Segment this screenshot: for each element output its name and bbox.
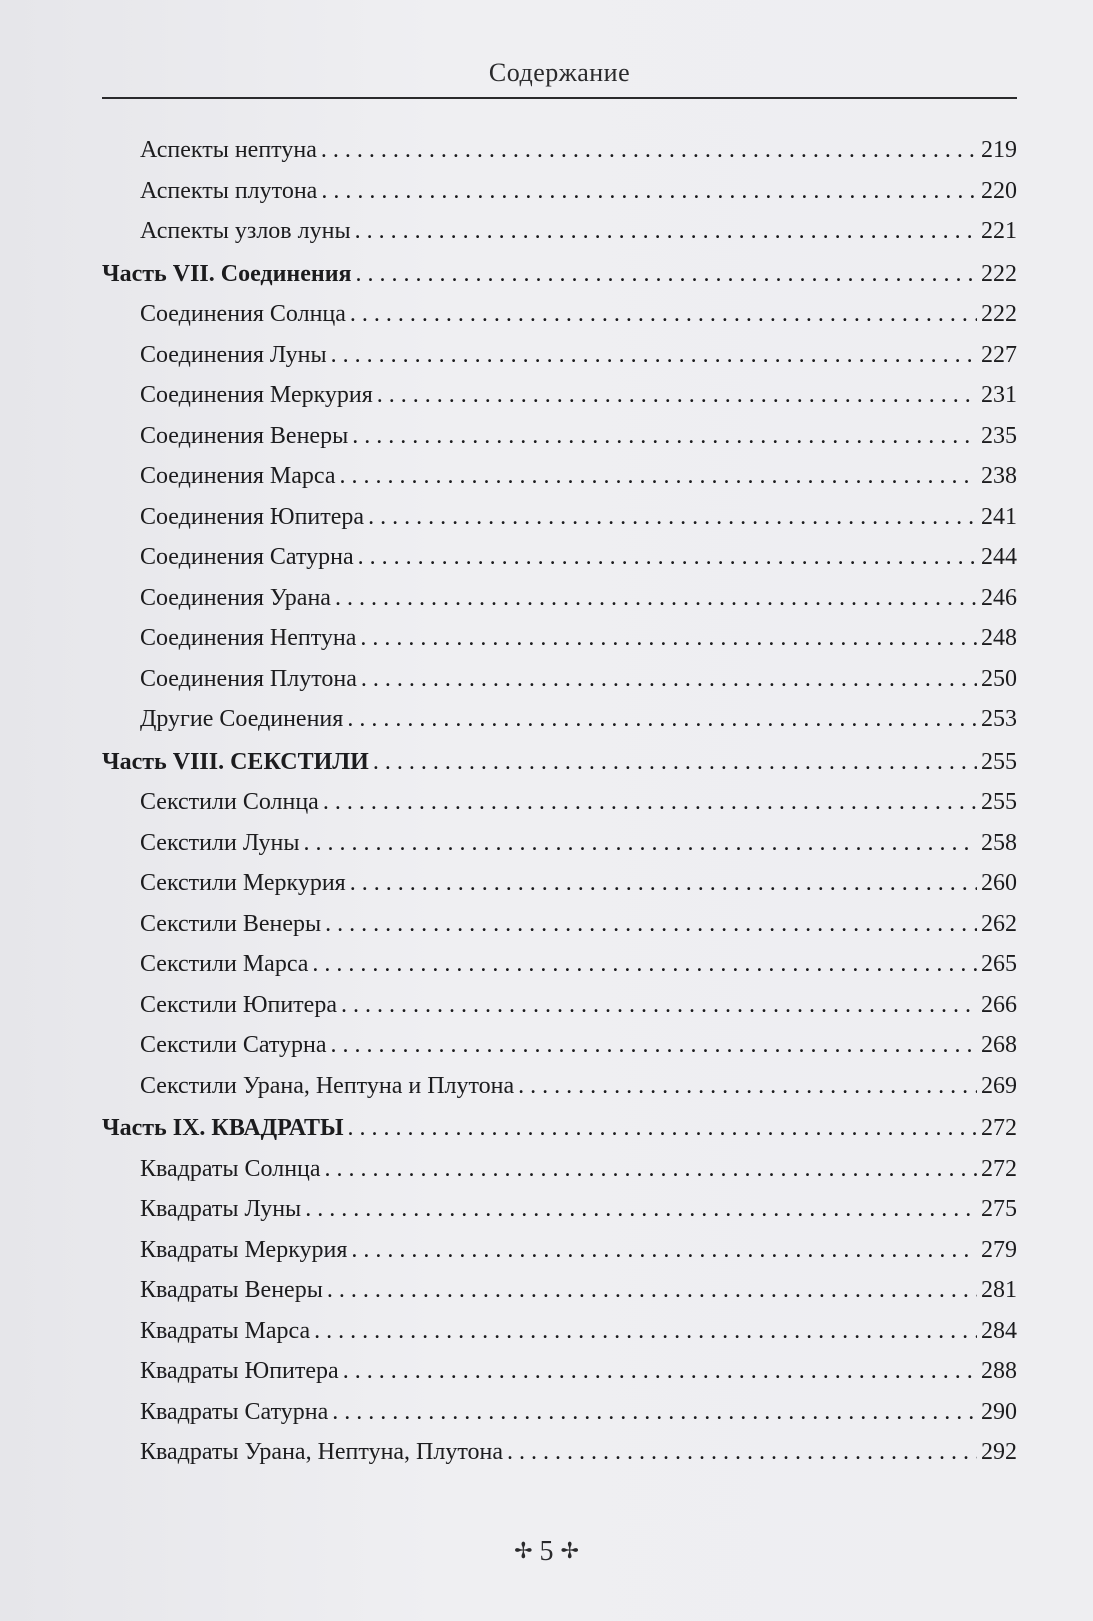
toc-entry <box>102 1149 1017 1190</box>
toc-entry <box>102 171 1017 212</box>
toc-entry <box>102 659 1017 700</box>
toc-entry-page: 260 <box>981 870 1017 896</box>
toc-entry-page: 262 <box>981 910 1017 937</box>
toc-entry-page: 250 <box>981 665 1017 692</box>
toc-entry <box>102 578 1017 619</box>
toc-entry-title: Аспекты нептуна <box>140 137 317 163</box>
page-footer <box>0 1536 1093 1568</box>
dot-leader <box>361 659 977 700</box>
dot-leader <box>350 863 977 904</box>
toc-entry-title: Квадраты Марса <box>140 1317 311 1344</box>
toc-entry-title: Соединения Сатурна <box>140 544 354 570</box>
dot-leader <box>312 944 977 985</box>
toc-entry <box>102 699 1017 740</box>
toc-entry-page: 220 <box>981 177 1017 204</box>
toc-entry <box>102 1311 1017 1352</box>
dot-leader <box>358 537 977 578</box>
ornament-right-icon: ✢ <box>560 1538 579 1563</box>
toc-entry-title: Секстили Луны <box>140 829 300 856</box>
toc-entry-page: 288 <box>981 1358 1017 1384</box>
toc-entry <box>102 294 1017 335</box>
toc-entry <box>102 375 1017 416</box>
toc-entry <box>102 211 1017 252</box>
toc-entry-page: 222 <box>981 301 1017 327</box>
toc-entry-page: 222 <box>981 260 1017 287</box>
toc-entry-page: 244 <box>981 544 1017 570</box>
toc-entry-page: 265 <box>981 951 1017 977</box>
toc-entry-title: Секстили Солнца <box>140 789 319 815</box>
toc-entry-title: Квадраты Луны <box>140 1196 302 1222</box>
dot-leader <box>518 1066 977 1107</box>
toc-entry-title: Квадраты Венеры <box>140 1277 323 1303</box>
toc-entry-title: Аспекты узлов луны <box>140 218 351 244</box>
page-header-title: Содержание <box>488 58 631 87</box>
toc-entry-page: 258 <box>981 829 1017 856</box>
toc-entry <box>102 130 1017 171</box>
toc-entry-page: 219 <box>981 137 1017 163</box>
toc-entry-page: 266 <box>981 991 1017 1018</box>
toc-entry-page: 227 <box>981 341 1017 368</box>
dot-leader <box>368 497 977 538</box>
toc-entry-page: 269 <box>981 1072 1017 1099</box>
dot-leader <box>321 130 977 171</box>
dot-leader <box>327 1270 977 1311</box>
toc-entry-page: 272 <box>981 1155 1017 1182</box>
toc-entry-title: Часть VII. Соединения <box>102 260 352 287</box>
toc-entry-page: 221 <box>981 218 1017 244</box>
dot-leader <box>347 699 977 740</box>
toc-entry-page: 290 <box>981 1398 1017 1425</box>
dot-leader <box>377 375 977 416</box>
toc-entry-page: 248 <box>981 625 1017 651</box>
toc-entry-page: 246 <box>981 584 1017 611</box>
dot-leader <box>507 1432 977 1473</box>
toc-entry-page: 272 <box>981 1115 1017 1141</box>
dot-leader <box>331 335 977 376</box>
toc-entry-page: 279 <box>981 1236 1017 1263</box>
toc-entry <box>102 1025 1017 1066</box>
toc-entry-page: 284 <box>981 1317 1017 1344</box>
dot-leader <box>355 211 977 252</box>
toc-entry <box>102 1066 1017 1107</box>
toc-part-heading <box>102 1108 1017 1149</box>
toc-entry-title: Секстили Меркурия <box>140 870 346 896</box>
toc-entry-title: Соединения Венеры <box>140 422 349 449</box>
toc-entry-title: Часть IX. КВАДРАТЫ <box>102 1115 344 1141</box>
toc-entry-title: Секстили Сатурна <box>140 1032 327 1058</box>
toc-entry-title: Соединения Плутона <box>140 665 357 692</box>
dot-leader <box>335 578 977 619</box>
toc-entry-page: 255 <box>981 789 1017 815</box>
toc-entry-title: Секстили Урана, Нептуна и Плутона <box>140 1072 515 1099</box>
toc-entry-page: 292 <box>981 1439 1017 1465</box>
toc-entry <box>102 1351 1017 1392</box>
dot-leader <box>331 1025 977 1066</box>
toc-entry <box>102 416 1017 457</box>
dot-leader <box>340 456 977 497</box>
dot-leader <box>350 294 977 335</box>
dot-leader <box>348 1108 977 1149</box>
dot-leader <box>323 782 977 823</box>
toc-entry <box>102 782 1017 823</box>
toc-entry-title: Аспекты плутона <box>140 177 318 204</box>
toc-entry-title: Соединения Луны <box>140 341 327 368</box>
dot-leader <box>332 1392 977 1433</box>
toc-entry-title: Соединения Меркурия <box>140 382 373 408</box>
toc-entry <box>102 985 1017 1026</box>
toc-entry <box>102 456 1017 497</box>
toc-part-heading <box>102 254 1017 295</box>
toc-entry <box>102 1392 1017 1433</box>
toc-entry-page: 235 <box>981 422 1017 449</box>
toc-entry <box>102 497 1017 538</box>
toc-entry-page: 241 <box>981 503 1017 530</box>
toc-entry-title: Соединения Урана <box>140 584 331 611</box>
toc-entry <box>102 335 1017 376</box>
dot-leader <box>325 904 977 945</box>
toc-entry <box>102 904 1017 945</box>
dot-leader <box>321 171 977 212</box>
toc-entry-title: Соединения Юпитера <box>140 503 365 530</box>
toc-entry-page: 238 <box>981 463 1017 489</box>
toc-entry-page: 231 <box>981 382 1017 408</box>
dot-leader <box>314 1311 977 1352</box>
dot-leader <box>351 1230 977 1271</box>
dot-leader <box>343 1351 977 1392</box>
toc-entry <box>102 1230 1017 1271</box>
toc-entry <box>102 618 1017 659</box>
toc-entry-title: Соединения Солнца <box>140 301 346 327</box>
dot-leader <box>356 254 977 295</box>
dot-leader <box>303 823 977 864</box>
toc-entry-title: Соединения Марса <box>140 463 336 489</box>
toc-entry-page: 281 <box>981 1277 1017 1303</box>
toc-part-heading <box>102 742 1017 783</box>
dot-leader <box>352 416 977 457</box>
toc-entry-title: Соединения Нептуна <box>140 625 357 651</box>
toc-entry-title: Секстили Юпитера <box>140 991 337 1018</box>
dot-leader <box>325 1149 977 1190</box>
dot-leader <box>373 742 977 783</box>
toc-entry-title: Секстили Марса <box>140 951 309 977</box>
toc-entry-title: Часть VIII. СЕКСТИЛИ <box>102 748 369 775</box>
toc-entry-title: Квадраты Сатурна <box>140 1398 329 1425</box>
toc-entry-page: 253 <box>981 706 1017 732</box>
toc-entry-title: Квадраты Урана, Нептуна, Плутона <box>140 1439 504 1465</box>
toc-entry-page: 268 <box>981 1032 1017 1058</box>
ornament-left-icon: ✢ <box>514 1538 533 1563</box>
toc-entry <box>102 1270 1017 1311</box>
toc-entry-page: 255 <box>981 748 1017 775</box>
toc-entry <box>102 1432 1017 1473</box>
toc-entry-title: Квадраты Юпитера <box>140 1358 339 1384</box>
header-rule <box>102 97 1017 99</box>
dot-leader <box>341 985 977 1026</box>
toc-entry-title: Секстили Венеры <box>140 910 322 937</box>
dot-leader <box>360 618 977 659</box>
toc-entry <box>102 863 1017 904</box>
toc-entry-title: Квадраты Меркурия <box>140 1236 348 1263</box>
dot-leader <box>305 1189 977 1230</box>
toc-entry-title: Квадраты Солнца <box>140 1155 321 1182</box>
toc-entry <box>102 944 1017 985</box>
toc-entry-page: 275 <box>981 1196 1017 1222</box>
toc-entry <box>102 823 1017 864</box>
toc-entry-title: Другие Соединения <box>140 706 344 732</box>
table-of-contents <box>102 130 1017 1473</box>
toc-entry <box>102 1189 1017 1230</box>
page-number: 5 <box>539 1536 554 1567</box>
toc-entry <box>102 537 1017 578</box>
